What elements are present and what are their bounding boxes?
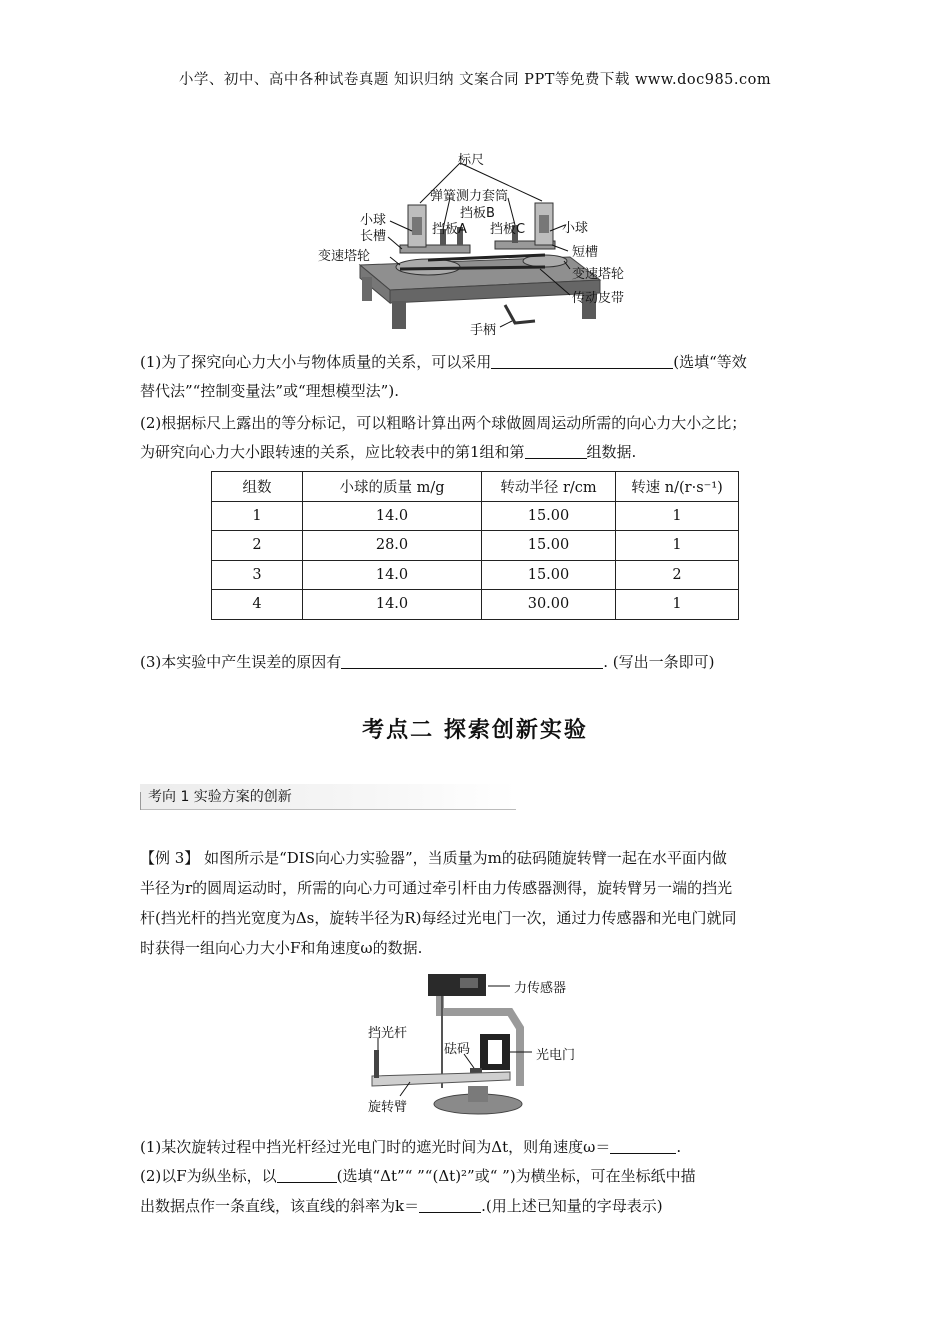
label-baffle-a: 挡板A [432,222,467,237]
table-cell: 15.00 [482,501,616,531]
table-cell: 4 [212,590,303,620]
label-force-sensor: 力传感器 [514,981,567,996]
section-title: 考点二 探索创新实验 [362,718,588,743]
example-3-line-4: 时获得一组向心力大小F和角速度ω的数据. [140,939,423,957]
question-3-suffix: . (写出一条即可) [603,653,715,671]
question-1-prefix: (1)为了探究向心力大小与物体质量的关系，可以采用 [140,353,492,371]
table-row [212,560,739,590]
table-cell: 30.00 [482,590,616,620]
label-pulley-left: 变速塔轮 [318,249,371,264]
label-baffle-c: 挡板C [490,222,526,237]
table-cell: 14.0 [303,590,482,620]
subheading [140,784,516,810]
example-3-q1-suffix: . [676,1138,682,1156]
answer-blank-q1[interactable] [491,352,673,369]
table-row [212,590,739,620]
label-long-slot: 长槽 [360,229,387,244]
answer-blank-q3[interactable] [341,652,603,669]
data-table [211,471,739,620]
label-weight: 砝码 [444,1042,471,1057]
example-3-q2-line2-prefix: 出数据点作一条直线，该直线的斜率为k＝ [140,1197,420,1215]
table-row [212,531,739,561]
label-ruler: 标尺 [458,153,485,168]
subheading-marker [140,792,141,810]
question-2-line-2 [140,441,636,463]
example-3-line-1: 【例 3】 如图所示是“DIS向心力实验器”，当质量为m的砝码随旋转臂一起在水平面内做 [140,849,727,867]
table-cell: 15.00 [482,560,616,590]
table-cell: 1 [212,501,303,531]
table-cell: 14.0 [303,560,482,590]
example-3-q2-suffix: (选填“Δt”“ ”“(Δt)²”或“ ”)为横坐标，可在坐标纸中描 [336,1167,696,1185]
answer-blank-slope[interactable] [419,1196,481,1213]
table-row [212,501,739,531]
subheading-text: 考向 1 实验方案的创新 [148,789,292,805]
label-photogate: 光电门 [536,1048,576,1063]
question-2-prefix: 为研究向心力大小跟转速的关系，应比较表中的第1组和第 [140,443,525,461]
label-handle: 手柄 [470,323,497,338]
table-cell: 15.00 [482,531,616,561]
table-header-cell: 组数 [212,472,303,502]
figure-centripetal-apparatus [300,145,660,345]
question-2-line-1: (2)根据标尺上露出的等分标记，可以粗略计算出两个球做圆周运动所需的向心力大小之比； [140,414,747,432]
answer-blank-abscissa[interactable] [277,1166,337,1183]
answer-blank-q2[interactable] [525,442,587,459]
figure-dis-apparatus [360,968,600,1128]
example-3-q2-prefix: (2)以F为纵坐标，以 [140,1167,277,1185]
question-1-suffix: (选填“等效 [673,353,747,371]
question-3-line [140,651,715,673]
label-belt: 传动皮带 [572,291,625,306]
page-header: 小学、初中、高中各种试卷真题 知识归纳 文案合同 PPT等免费下载 www.doc985.com [178,72,772,88]
table-cell: 1 [616,501,739,531]
table-cell: 2 [616,560,739,590]
answer-blank-omega[interactable] [610,1137,676,1154]
label-short-slot: 短槽 [572,245,599,260]
label-ball-left: 小球 [360,213,387,228]
label-spring-sleeve: 弹簧测力套筒 [430,189,509,204]
example-3-line-2: 半径为r的圆周运动时，所需的向心力可通过牵引杆由力传感器测得，旋转臂另一端的挡光 [140,879,733,897]
table-cell: 1 [616,590,739,620]
table-header-row [212,472,739,502]
table-cell: 28.0 [303,531,482,561]
question-1-line-2: 替代法”“控制变量法”或“理想模型法”). [140,382,399,400]
table-header-cell: 转速 n/(r·s⁻¹) [616,472,739,502]
table-header-cell: 转动半径 r/cm [482,472,616,502]
label-baffle-b: 挡板B [460,206,495,221]
question-1-line-1 [140,351,747,373]
question-2-suffix: 组数据. [586,443,637,461]
table-cell: 2 [212,531,303,561]
question-3-prefix: (3)本实验中产生误差的原因有 [140,653,342,671]
example-3-q2-line2-suffix: .(用上述已知量的字母表示) [481,1197,663,1215]
label-rotating-arm: 旋转臂 [368,1100,408,1115]
example-3-line-3: 杆(挡光杆的挡光宽度为Δs，旋转半径为R)每经过光电门一次，通过力传感器和光电门就同 [140,909,737,927]
table-header-cell: 小球的质量 m/g [303,472,482,502]
table-cell: 3 [212,560,303,590]
table-cell: 1 [616,531,739,561]
label-pulley-right: 变速塔轮 [572,267,625,282]
table-cell: 14.0 [303,501,482,531]
label-light-bar: 挡光杆 [368,1026,408,1041]
example-3-question-2-line-1 [140,1165,696,1187]
label-ball-right: 小球 [562,221,589,236]
example-3-question-2-line-2 [140,1195,663,1217]
example-3-question-1 [140,1136,681,1158]
example-3-q1-prefix: (1)某次旋转过程中挡光杆经过光电门时的遮光时间为Δt，则角速度ω＝ [140,1138,611,1156]
